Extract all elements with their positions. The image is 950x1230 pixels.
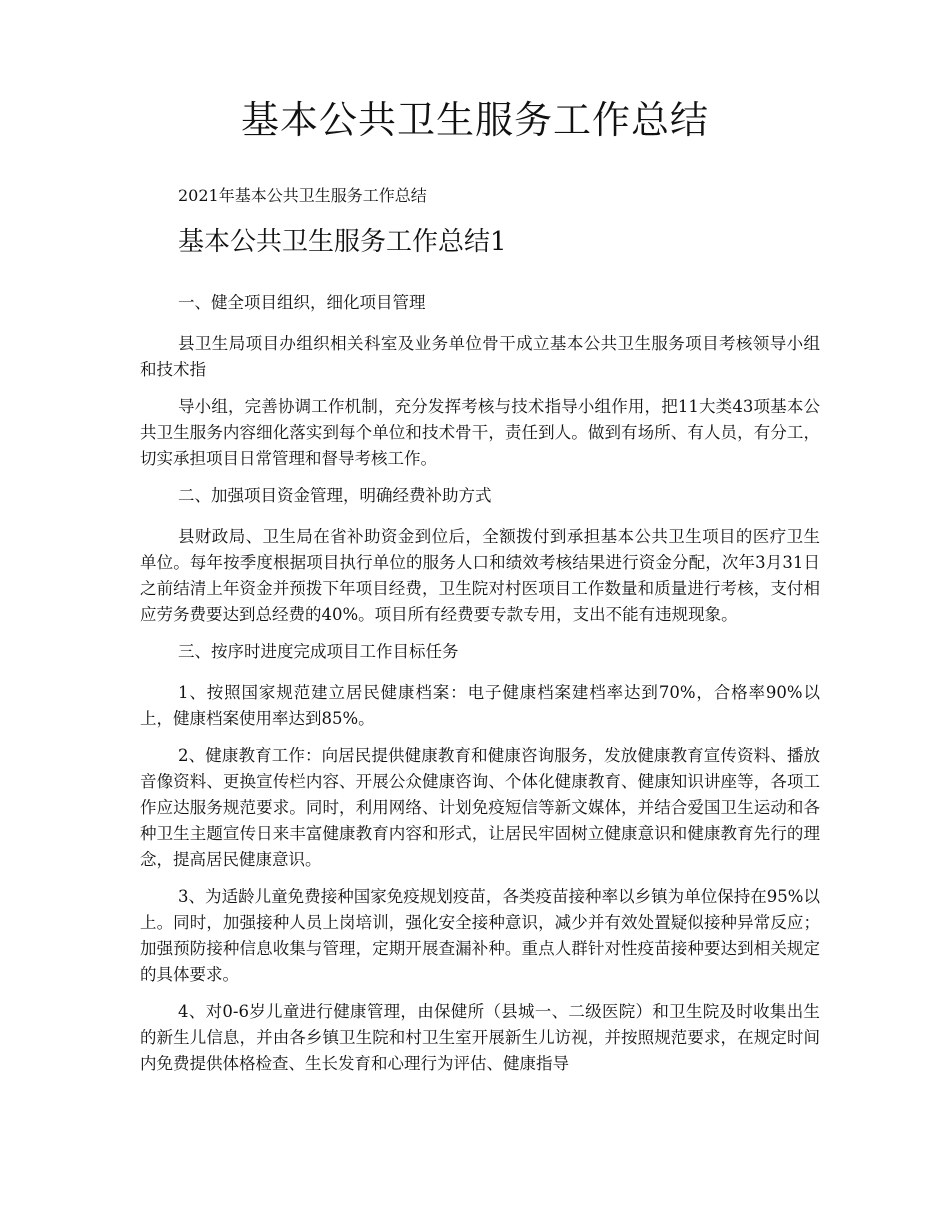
document-subtitle: 2021年基本公共卫生服务工作总结 bbox=[178, 186, 427, 205]
body-heading-1: 一、健全项目组织，细化项目管理 bbox=[178, 293, 426, 312]
body-paragraph-5: 2、健康教育工作：向居民提供健康教育和健康咨询服务，发放健康教育宣传资料、播放音像资料、更换宣传栏内容、开展公众健康咨询、个体化健康教育、健康知识讲座等，各项工作应达服务规范要求。同时，利用网络、计划免疫短信等新文媒体，并结合爱国卫生运动和各种卫生主题宣传日来丰富健康教育内容和形式，让居民牢固树立健康意识和健康教育先行的理念，提高居民健康意识。 bbox=[140, 746, 820, 869]
body-heading-2: 二、加强项目资金管理，明确经费补助方式 bbox=[178, 486, 492, 505]
body-paragraph-7: 4、对0-6岁儿童进行健康管理，由保健所（县城一、二级医院）和卫生院及时收集出生的新生儿信息，并由各乡镇卫生院和村卫生室开展新生儿访视，并按照规范要求，在规定时间内免费提供体格检查、生长发育和心理行为评估、健康指导 bbox=[140, 1002, 820, 1073]
body-paragraph-6: 3、为适龄儿童免费接种国家免疫规划疫苗，各类疫苗接种率以乡镇为单位保持在95%以上。同时，加强接种人员上岗培训，强化安全接种意识，减少并有效处置疑似接种异常反应；加强预防接种信息收集与管理，定期开展查漏补种。重点人群针对性疫苗接种要达到相关规定的具体要求。 bbox=[140, 887, 820, 984]
body-paragraph-2: 导小组，完善协调工作机制，充分发挥考核与技术指导小组作用，把11大类43项基本公共卫生服务内容细化落实到每个单位和技术骨干，责任到人。做到有场所、有人员，有分工，切实承担项目日常管理和督导考核工作。 bbox=[140, 397, 820, 468]
body-paragraph-1: 县卫生局项目办组织相关科室及业务单位骨干成立基本公共卫生服务项目考核领导小组和技术指 bbox=[140, 334, 820, 379]
section-heading: 基本公共卫生服务工作总结1 bbox=[178, 227, 507, 257]
body-paragraph-4: 1、按照国家规范建立居民健康档案：电子健康档案建档率达到70%，合格率90%以上，健康档案使用率达到85%。 bbox=[140, 683, 820, 728]
document-title: 基本公共卫生服务工作总结 bbox=[240, 98, 709, 142]
document-body bbox=[140, 290, 820, 1088]
body-heading-3: 三、按序时进度完成项目工作目标任务 bbox=[178, 642, 459, 661]
body-paragraph-3: 县财政局、卫生局在省补助资金到位后，全额拨付到承担基本公共卫生项目的医疗卫生单位。每年按季度根据项目执行单位的服务人口和绩效考核结果进行资金分配，次年3月31日之前结清上年资金并预拨下年项目经费，卫生院对村医项目工作数量和质量进行考核，支付相应劳务费要达到总经费的40%。项目所有经费要专款专用，支出不能有违规现象。 bbox=[140, 527, 820, 624]
